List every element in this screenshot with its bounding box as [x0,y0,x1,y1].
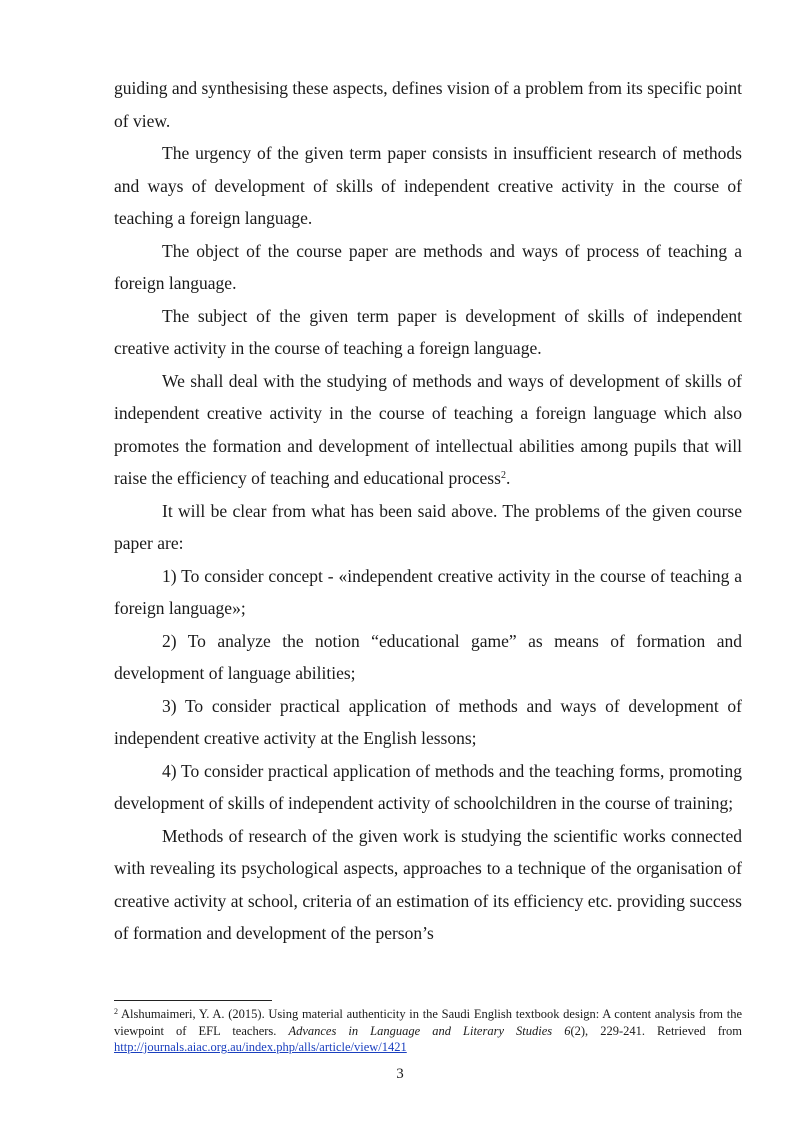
footnote-number: 2 [114,1007,118,1016]
footnote-reference: 2 [500,470,506,481]
paragraph [114,137,742,235]
footnote-text: Alshumaimeri, Y. A. (2015). Using material authenticity in the Saudi English textbook design: A content analysis from the viewpoint of EFL teachers. [114,1007,742,1038]
paragraph [114,235,742,300]
paragraph [114,300,742,365]
paragraph [114,820,742,950]
paragraph-text: We shall deal with the studying of methods and ways of development of skills of independent creative activity in the course of teaching a foreign language which also promotes the formation and development of intellectual abilities among pupils that will raise the efficiency of teaching and educational process [114,370,742,488]
footnote-link[interactable]: http://journals.aiac.org.au/index.php/alls/article/view/1421 [114,1040,407,1054]
paragraph [114,560,742,625]
paragraph-text: guiding and synthesising these aspects, defines vision of a problem from its specific point of view. [114,78,742,131]
body-text [114,72,742,950]
paragraph-text: 3) To consider practical application of methods and ways of development of independent creative activity at the English lessons; [114,695,742,748]
paragraph-text: 4) To consider practical application of methods and the teaching forms, promoting development of skills of independent activity of schoolchildren in the course of training; [114,760,742,813]
footnote-separator [114,1000,272,1001]
paragraph [114,495,742,560]
paragraph-text: The object of the course paper are methods and ways of process of teaching a foreign language. [114,240,742,293]
paragraph [114,690,742,755]
page-number: 3 [396,1066,404,1082]
paragraph-trailing-text: . [505,468,511,488]
paragraph [114,72,742,137]
paragraph-text: The subject of the given term paper is development of skills of independent creative activity in the course of teaching a foreign language. [114,305,742,358]
paragraph [114,365,742,495]
footnote-journal: Advances in Language and Literary Studies 6 [288,1023,571,1038]
paragraph [114,625,742,690]
paragraph-text: The urgency of the given term paper consists in insufficient research of methods and ways of development of skills of independent creative activity in the course of teaching a foreign language. [114,143,742,228]
paragraph [114,755,742,820]
paragraph-text: It will be clear from what has been said above. The problems of the given course paper are: [114,500,742,553]
page-body [114,72,742,950]
paragraph-text: Methods of research of the given work is studying the scientific works connected with revealing its psychological aspects, approaches to a technique of the organisation of creative activity at school, criteria of an estimation of its efficiency etc. providing success of formation and development of the person’s [114,825,742,943]
paragraph-text: 1) To consider concept - «independent creative activity in the course of teaching a foreign language»; [114,565,742,618]
footnote-issue: (2), 229-241. Retrieved from [570,1023,742,1038]
paragraph-text: 2) To analyze the notion “educational game” as means of formation and development of language abilities; [114,630,742,683]
footnote [114,1006,742,1056]
